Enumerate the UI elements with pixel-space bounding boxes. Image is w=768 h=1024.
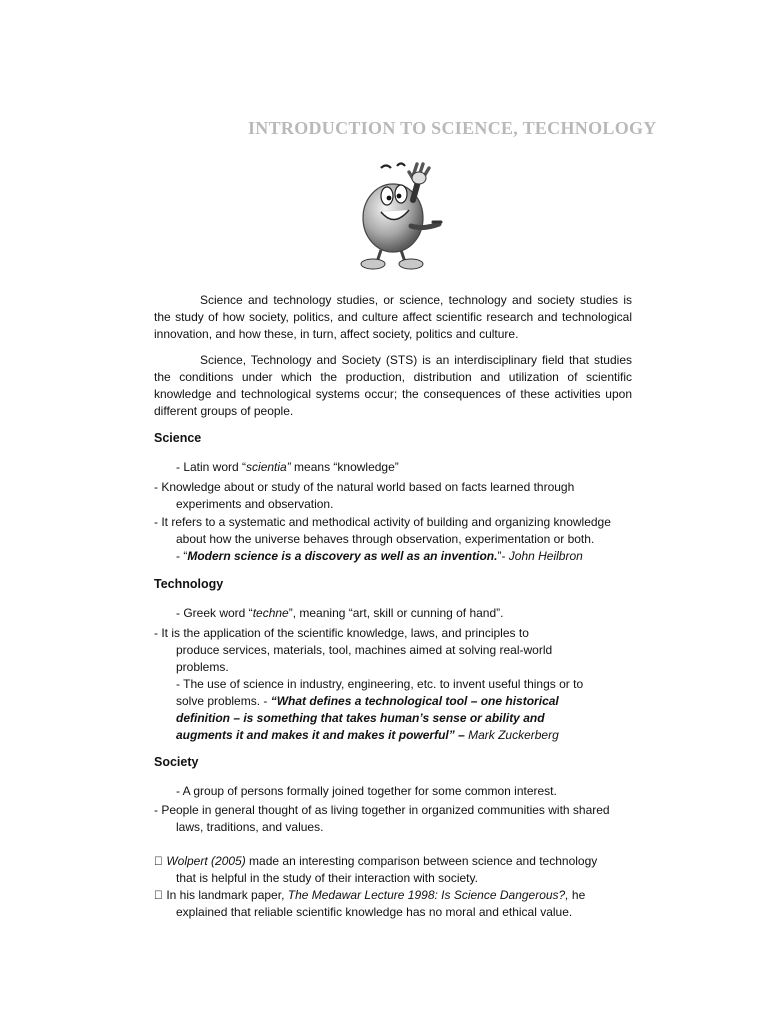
technology-bullet-2: - The use of science in industry, engineering, etc. to invent useful things or to solve problems. - “What defines a technological tool – one historical definition – is something that takes human’s sense or ability and augments it and makes it and makes it powerful” – Mark Zuckerberg <box>176 677 584 742</box>
society-heading: Society <box>154 755 199 769</box>
science-definition: - Latin word “scientia” means “knowledge” <box>176 460 399 474</box>
science-bullet-1: - Knowledge about or study of the natural world based on facts learned through experiments and observation. <box>154 480 575 511</box>
bullet-icon <box>154 854 163 868</box>
note-wolpert: Wolpert (2005) made an interesting comparison between science and technology that is helpful in the study of their interaction with society. <box>154 854 585 885</box>
intro-paragraph-2: Science, Technology and Society (STS) is an interdisciplinary field that studies the conditions under which the production, distribution and utilization of scientific knowledge and technological systems occur; the consequences of these activities upon different groups of people. <box>154 353 632 418</box>
bullet-icon <box>154 888 163 902</box>
note-medawar: In his landmark paper, The Medawar Lecture 1998: Is Science Dangerous?, he explained that reliable scientific knowledge has no moral and ethical value. <box>154 888 573 919</box>
technology-bullet-1: - It is the application of the scientific knowledge, laws, and principles to produce services, materials, tool, machines aimed at solving real-world problems. <box>154 626 553 674</box>
waving-mascot-icon <box>353 160 443 275</box>
technology-heading: Technology <box>154 577 224 591</box>
technology-definition: - Greek word “techne”, meaning “art, skill or cunning of hand”. <box>176 606 504 620</box>
science-quote: - “Modern science is a discovery as well as an invention.”- John Heilbron <box>176 549 583 563</box>
science-heading: Science <box>154 431 202 445</box>
science-bullet-2: - It refers to a systematic and methodical activity of building and organizing knowledge about how the universe behaves through observation, experimentation or both. <box>154 515 611 546</box>
society-bullet-1: - People in general thought of as living together in organized communities with shared laws, traditions, and values. <box>154 803 610 834</box>
society-definition: - A group of persons formally joined together for some common interest. <box>176 784 557 798</box>
intro-paragraph-1: Science and technology studies, or science, technology and society studies is the study of how society, politics, and culture affect scientific research and technological innovation, and how these, in turn, affect society, politics and culture. <box>154 293 632 341</box>
document-title: INTRODUCTION TO SCIENCE, TECHNOLOGY <box>248 118 657 138</box>
